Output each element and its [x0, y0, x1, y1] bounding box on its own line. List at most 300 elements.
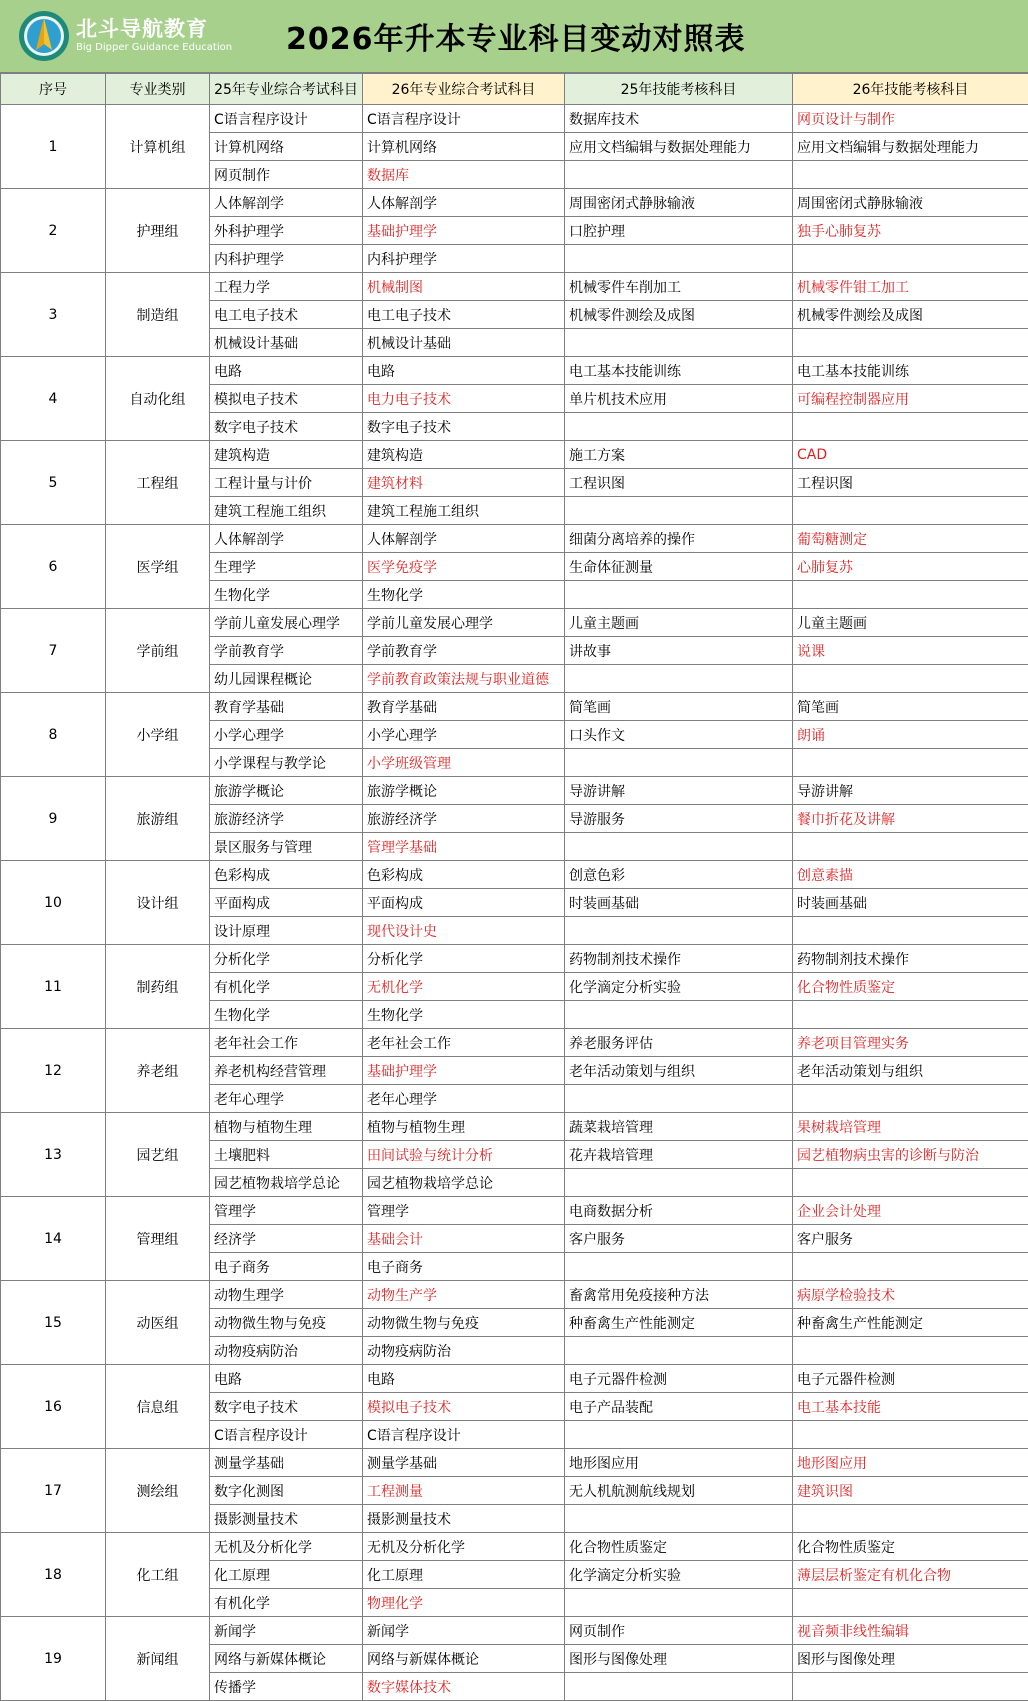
- subject-cell: 生命体征测量: [565, 553, 793, 581]
- subject-cell: 建筑构造: [363, 441, 565, 469]
- subject-cell: 生物化学: [210, 581, 363, 609]
- subject-cell: [793, 1589, 1028, 1617]
- group-number: 13: [1, 1113, 106, 1197]
- header-cell: 序号: [1, 74, 106, 105]
- subject-cell: 网络与新媒体概论: [210, 1645, 363, 1673]
- subject-cell: 小学心理学: [210, 721, 363, 749]
- subject-cell: 建筑材料: [363, 469, 565, 497]
- group-number: 3: [1, 273, 106, 357]
- header-cell: 26年技能考核科目: [793, 74, 1028, 105]
- subject-cell: 有机化学: [210, 973, 363, 1001]
- subject-cell: 数字电子技术: [210, 1393, 363, 1421]
- subject-cell: 图形与图像处理: [793, 1645, 1028, 1673]
- group-number: 15: [1, 1281, 106, 1365]
- subject-cell: [793, 161, 1028, 189]
- subject-cell: 老年心理学: [363, 1085, 565, 1113]
- subject-cell: [565, 329, 793, 357]
- table-row: [1, 945, 1028, 973]
- table-row: [1, 273, 1028, 301]
- subject-cell: 动物生理学: [210, 1281, 363, 1309]
- subject-cell: 单片机技术应用: [565, 385, 793, 413]
- group-category: 旅游组: [106, 777, 210, 861]
- subject-cell: 建筑工程施工组织: [363, 497, 565, 525]
- page-title: 2026年升本专业科目变动对照表: [286, 14, 746, 58]
- subject-cell: 学前教育学: [210, 637, 363, 665]
- subject-cell: C语言程序设计: [210, 1421, 363, 1449]
- subject-cell: 物理化学: [363, 1589, 565, 1617]
- table-row: [1, 1449, 1028, 1477]
- subject-cell: 数据库: [363, 161, 565, 189]
- group-number: 19: [1, 1617, 106, 1701]
- group-category: 新闻组: [106, 1617, 210, 1701]
- subject-cell: 薄层层析鉴定有机化合物: [793, 1561, 1028, 1589]
- subject-cell: 无机及分析化学: [210, 1533, 363, 1561]
- subject-cell: 电子商务: [210, 1253, 363, 1281]
- subject-cell: 机械设计基础: [363, 329, 565, 357]
- subject-cell: 管理学基础: [363, 833, 565, 861]
- subject-cell: 电路: [363, 357, 565, 385]
- subject-cell: 养老机构经营管理: [210, 1057, 363, 1085]
- subject-cell: [565, 1421, 793, 1449]
- subject-cell: [565, 917, 793, 945]
- subject-cell: 人体解剖学: [210, 525, 363, 553]
- subject-cell: 旅游经济学: [363, 805, 565, 833]
- subject-cell: 老年心理学: [210, 1085, 363, 1113]
- group-category: 管理组: [106, 1197, 210, 1281]
- subject-cell: 新闻学: [363, 1617, 565, 1645]
- subject-cell: 口头作文: [565, 721, 793, 749]
- group-number: 6: [1, 525, 106, 609]
- header-cell: 25年专业综合考试科目: [210, 74, 363, 105]
- subject-cell: 景区服务与管理: [210, 833, 363, 861]
- subject-cell: 畜禽常用免疫接种方法: [565, 1281, 793, 1309]
- group-category: 测绘组: [106, 1449, 210, 1533]
- subject-cell: 地形图应用: [793, 1449, 1028, 1477]
- subject-cell: 口腔护理: [565, 217, 793, 245]
- subject-cell: 工程计量与计价: [210, 469, 363, 497]
- subject-cell: 地形图应用: [565, 1449, 793, 1477]
- subject-cell: 测量学基础: [363, 1449, 565, 1477]
- group-number: 2: [1, 189, 106, 273]
- subject-cell: 导游讲解: [793, 777, 1028, 805]
- subject-cell: 细菌分离培养的操作: [565, 525, 793, 553]
- subject-cell: [565, 1085, 793, 1113]
- subject-cell: 数字媒体技术: [363, 1673, 565, 1701]
- subject-cell: 电子元器件检测: [793, 1365, 1028, 1393]
- subject-cell: 旅游经济学: [210, 805, 363, 833]
- group-number: 4: [1, 357, 106, 441]
- subject-cell: [565, 161, 793, 189]
- subject-cell: 平面构成: [210, 889, 363, 917]
- subject-cell: 学前儿童发展心理学: [210, 609, 363, 637]
- subject-cell: 机械制图: [363, 273, 565, 301]
- subject-cell: 人体解剖学: [210, 189, 363, 217]
- brand-name-cn: 北斗导航教育: [76, 17, 232, 41]
- subject-cell: [793, 1169, 1028, 1197]
- subject-cell: 动物微生物与免疫: [210, 1309, 363, 1337]
- subject-cell: 电商数据分析: [565, 1197, 793, 1225]
- subject-cell: 企业会计处理: [793, 1197, 1028, 1225]
- subject-cell: 医学免疫学: [363, 553, 565, 581]
- subject-cell: 药物制剂技术操作: [565, 945, 793, 973]
- subject-cell: 建筑构造: [210, 441, 363, 469]
- subject-cell: 电工基本技能: [793, 1393, 1028, 1421]
- subject-cell: 摄影测量技术: [363, 1505, 565, 1533]
- subject-cell: 简笔画: [793, 693, 1028, 721]
- subject-cell: 电路: [363, 1365, 565, 1393]
- subject-cell: 模拟电子技术: [210, 385, 363, 413]
- subject-cell: C语言程序设计: [363, 1421, 565, 1449]
- subject-cell: 内科护理学: [363, 245, 565, 273]
- subject-cell: [565, 1337, 793, 1365]
- subject-cell: 人体解剖学: [363, 189, 565, 217]
- subject-cell: 化学滴定分析实验: [565, 973, 793, 1001]
- subject-cell: [793, 413, 1028, 441]
- subject-cell: 旅游学概论: [363, 777, 565, 805]
- subject-cell: 餐巾折花及讲解: [793, 805, 1028, 833]
- subject-cell: 学前儿童发展心理学: [363, 609, 565, 637]
- subject-cell: 化合物性质鉴定: [565, 1533, 793, 1561]
- group-category: 学前组: [106, 609, 210, 693]
- subject-cell: 视音频非线性编辑: [793, 1617, 1028, 1645]
- subject-cell: [565, 665, 793, 693]
- subject-cell: 时装画基础: [565, 889, 793, 917]
- compass-logo-icon: [18, 10, 70, 62]
- subject-cell: 化合物性质鉴定: [793, 973, 1028, 1001]
- subject-cell: [565, 1001, 793, 1029]
- group-number: 9: [1, 777, 106, 861]
- subject-cell: 建筑工程施工组织: [210, 497, 363, 525]
- subject-cell: 色彩构成: [210, 861, 363, 889]
- subject-cell: 老年活动策划与组织: [793, 1057, 1028, 1085]
- subject-cell: 经济学: [210, 1225, 363, 1253]
- subject-cell: 讲故事: [565, 637, 793, 665]
- subject-cell: 周围密闭式静脉输液: [793, 189, 1028, 217]
- subject-cell: 客户服务: [565, 1225, 793, 1253]
- subject-cell: 网页制作: [565, 1617, 793, 1645]
- subject-cell: 时装画基础: [793, 889, 1028, 917]
- subject-cell: C语言程序设计: [363, 105, 565, 133]
- header-banner: [0, 0, 1028, 73]
- subject-cell: 摄影测量技术: [210, 1505, 363, 1533]
- subject-cell: 化工原理: [210, 1561, 363, 1589]
- group-number: 12: [1, 1029, 106, 1113]
- group-category: 设计组: [106, 861, 210, 945]
- table-row: [1, 777, 1028, 805]
- subject-cell: 独手心肺复苏: [793, 217, 1028, 245]
- subject-cell: [565, 1169, 793, 1197]
- table-row: [1, 609, 1028, 637]
- subject-cell: [793, 1505, 1028, 1533]
- group-category: 计算机组: [106, 105, 210, 189]
- subject-cell: 基础护理学: [363, 217, 565, 245]
- subject-cell: 网页制作: [210, 161, 363, 189]
- subject-cell: 计算机网络: [210, 133, 363, 161]
- group-category: 动医组: [106, 1281, 210, 1365]
- subject-cell: 学前教育政策法规与职业道德: [363, 665, 565, 693]
- header-cell: 专业类别: [106, 74, 210, 105]
- subject-cell: 机械零件钳工加工: [793, 273, 1028, 301]
- group-number: 1: [1, 105, 106, 189]
- group-category: 化工组: [106, 1533, 210, 1617]
- group-category: 养老组: [106, 1029, 210, 1113]
- subject-cell: 基础会计: [363, 1225, 565, 1253]
- subject-cell: 儿童主题画: [565, 609, 793, 637]
- subject-cell: 数据库技术: [565, 105, 793, 133]
- subject-cell: 平面构成: [363, 889, 565, 917]
- subject-cell: 教育学基础: [210, 693, 363, 721]
- subject-cell: 蔬菜栽培管理: [565, 1113, 793, 1141]
- subject-cell: [793, 1253, 1028, 1281]
- group-number: 17: [1, 1449, 106, 1533]
- subject-cell: 网络与新媒体概论: [363, 1645, 565, 1673]
- subject-cell: 施工方案: [565, 441, 793, 469]
- subject-cell: [565, 245, 793, 273]
- group-category: 制造组: [106, 273, 210, 357]
- subject-cell: 化工原理: [363, 1561, 565, 1589]
- subject-cell: 种畜禽生产性能测定: [565, 1309, 793, 1337]
- subject-cell: 旅游学概论: [210, 777, 363, 805]
- subject-cell: 电路: [210, 357, 363, 385]
- group-number: 8: [1, 693, 106, 777]
- subject-cell: 园艺植物病虫害的诊断与防治: [793, 1141, 1028, 1169]
- subject-cell: 建筑识图: [793, 1477, 1028, 1505]
- subject-cell: 葡萄糖测定: [793, 525, 1028, 553]
- subject-cell: 现代设计史: [363, 917, 565, 945]
- subject-cell: 园艺植物栽培学总论: [363, 1169, 565, 1197]
- subject-cell: 老年社会工作: [210, 1029, 363, 1057]
- group-number: 16: [1, 1365, 106, 1449]
- group-number: 11: [1, 945, 106, 1029]
- subject-cell: 无机及分析化学: [363, 1533, 565, 1561]
- table-row: [1, 1365, 1028, 1393]
- subject-cell: 生物化学: [210, 1001, 363, 1029]
- subject-cell: 种畜禽生产性能测定: [793, 1309, 1028, 1337]
- table-row: [1, 1197, 1028, 1225]
- subject-cell: [793, 833, 1028, 861]
- table-row: [1, 357, 1028, 385]
- table-body: [1, 105, 1028, 1701]
- subject-cell: 分析化学: [363, 945, 565, 973]
- subject-cell: [565, 1253, 793, 1281]
- subject-cell: 朗诵: [793, 721, 1028, 749]
- table-row: [1, 525, 1028, 553]
- subject-cell: [793, 497, 1028, 525]
- subject-cell: CAD: [793, 441, 1028, 469]
- subject-cell: 说课: [793, 637, 1028, 665]
- subject-cell: 生物化学: [363, 1001, 565, 1029]
- subject-cell: 动物生产学: [363, 1281, 565, 1309]
- subject-cell: 教育学基础: [363, 693, 565, 721]
- subject-cell: 测量学基础: [210, 1449, 363, 1477]
- subject-cell: [565, 1673, 793, 1701]
- subject-cell: 工程测量: [363, 1477, 565, 1505]
- group-category: 医学组: [106, 525, 210, 609]
- subject-cell: 花卉栽培管理: [565, 1141, 793, 1169]
- table-row: [1, 1029, 1028, 1057]
- subject-cell: [565, 581, 793, 609]
- subject-cell: [793, 329, 1028, 357]
- subject-cell: 导游服务: [565, 805, 793, 833]
- subject-cell: 内科护理学: [210, 245, 363, 273]
- subject-cell: 电子商务: [363, 1253, 565, 1281]
- subject-cell: 电工基本技能训练: [793, 357, 1028, 385]
- subject-cell: [793, 1085, 1028, 1113]
- subject-cell: 客户服务: [793, 1225, 1028, 1253]
- header-cell: 26年专业综合考试科目: [363, 74, 565, 105]
- subject-cell: 学前教育学: [363, 637, 565, 665]
- subject-cell: 电子元器件检测: [565, 1365, 793, 1393]
- subject-cell: 数字化测图: [210, 1477, 363, 1505]
- subject-cell: 电力电子技术: [363, 385, 565, 413]
- table-row: [1, 189, 1028, 217]
- subject-cell: 有机化学: [210, 1589, 363, 1617]
- subject-cell: 导游讲解: [565, 777, 793, 805]
- subject-cell: [565, 497, 793, 525]
- subject-cell: 机械设计基础: [210, 329, 363, 357]
- brand-name-en: Big Dipper Guidance Education: [76, 41, 232, 55]
- subject-cell: 老年社会工作: [363, 1029, 565, 1057]
- subject-cell: 果树栽培管理: [793, 1113, 1028, 1141]
- subject-cell: 机械零件车削加工: [565, 273, 793, 301]
- subject-cell: 电路: [210, 1365, 363, 1393]
- subject-cell: [793, 749, 1028, 777]
- subject-cell: 电子产品装配: [565, 1393, 793, 1421]
- subject-cell: 外科护理学: [210, 217, 363, 245]
- subject-cell: 创意素描: [793, 861, 1028, 889]
- group-number: 10: [1, 861, 106, 945]
- group-number: 14: [1, 1197, 106, 1281]
- subject-cell: 儿童主题画: [793, 609, 1028, 637]
- subject-cell: 动物疫病防治: [363, 1337, 565, 1365]
- subject-cell: [793, 245, 1028, 273]
- subject-cell: 电工电子技术: [210, 301, 363, 329]
- subject-cell: 土壤肥料: [210, 1141, 363, 1169]
- subject-cell: 无人机航测航线规划: [565, 1477, 793, 1505]
- subject-cell: [565, 749, 793, 777]
- subject-cell: 工程识图: [565, 469, 793, 497]
- subject-cell: 园艺植物栽培学总论: [210, 1169, 363, 1197]
- subject-cell: [793, 1337, 1028, 1365]
- subject-cell: 管理学: [210, 1197, 363, 1225]
- comparison-table: [0, 73, 1028, 1701]
- subject-cell: 新闻学: [210, 1617, 363, 1645]
- subject-cell: [565, 1589, 793, 1617]
- table-row: [1, 1281, 1028, 1309]
- subject-cell: 管理学: [363, 1197, 565, 1225]
- subject-cell: 色彩构成: [363, 861, 565, 889]
- subject-cell: 化合物性质鉴定: [793, 1533, 1028, 1561]
- table-row: [1, 1617, 1028, 1645]
- subject-cell: 创意色彩: [565, 861, 793, 889]
- subject-cell: 基础护理学: [363, 1057, 565, 1085]
- subject-cell: [793, 917, 1028, 945]
- group-number: 5: [1, 441, 106, 525]
- subject-cell: C语言程序设计: [210, 105, 363, 133]
- subject-cell: 机械零件测绘及成图: [793, 301, 1028, 329]
- subject-cell: 设计原理: [210, 917, 363, 945]
- group-number: 18: [1, 1533, 106, 1617]
- subject-cell: 电工电子技术: [363, 301, 565, 329]
- subject-cell: 动物微生物与免疫: [363, 1309, 565, 1337]
- subject-cell: 传播学: [210, 1673, 363, 1701]
- subject-cell: 电工基本技能训练: [565, 357, 793, 385]
- subject-cell: [565, 1505, 793, 1533]
- table-row: [1, 441, 1028, 469]
- subject-cell: 药物制剂技术操作: [793, 945, 1028, 973]
- group-category: 制药组: [106, 945, 210, 1029]
- subject-cell: 小学班级管理: [363, 749, 565, 777]
- subject-cell: 化学滴定分析实验: [565, 1561, 793, 1589]
- table-row: [1, 1533, 1028, 1561]
- header-cell: 25年技能考核科目: [565, 74, 793, 105]
- table-header-row: [1, 74, 1028, 105]
- subject-cell: 应用文档编辑与数据处理能力: [793, 133, 1028, 161]
- group-number: 7: [1, 609, 106, 693]
- subject-cell: [793, 1673, 1028, 1701]
- subject-cell: 可编程控制器应用: [793, 385, 1028, 413]
- subject-cell: 模拟电子技术: [363, 1393, 565, 1421]
- table-row: [1, 105, 1028, 133]
- group-category: 园艺组: [106, 1113, 210, 1197]
- subject-cell: [793, 581, 1028, 609]
- subject-cell: 心肺复苏: [793, 553, 1028, 581]
- subject-cell: 植物与植物生理: [210, 1113, 363, 1141]
- subject-cell: 生理学: [210, 553, 363, 581]
- subject-cell: 应用文档编辑与数据处理能力: [565, 133, 793, 161]
- subject-cell: 病原学检验技术: [793, 1281, 1028, 1309]
- subject-cell: 生物化学: [363, 581, 565, 609]
- subject-cell: 周围密闭式静脉输液: [565, 189, 793, 217]
- subject-cell: 分析化学: [210, 945, 363, 973]
- subject-cell: [565, 833, 793, 861]
- subject-cell: 养老项目管理实务: [793, 1029, 1028, 1057]
- group-category: 自动化组: [106, 357, 210, 441]
- subject-cell: 人体解剖学: [363, 525, 565, 553]
- subject-cell: 无机化学: [363, 973, 565, 1001]
- group-category: 小学组: [106, 693, 210, 777]
- subject-cell: 数字电子技术: [363, 413, 565, 441]
- subject-cell: 养老服务评估: [565, 1029, 793, 1057]
- group-category: 工程组: [106, 441, 210, 525]
- subject-cell: 动物疫病防治: [210, 1337, 363, 1365]
- subject-cell: 图形与图像处理: [565, 1645, 793, 1673]
- subject-cell: 工程识图: [793, 469, 1028, 497]
- brand-logo: [18, 10, 232, 62]
- subject-cell: [793, 665, 1028, 693]
- subject-cell: 网页设计与制作: [793, 105, 1028, 133]
- group-category: 护理组: [106, 189, 210, 273]
- subject-cell: 植物与植物生理: [363, 1113, 565, 1141]
- table-row: [1, 1113, 1028, 1141]
- table-row: [1, 861, 1028, 889]
- subject-cell: 机械零件测绘及成图: [565, 301, 793, 329]
- group-category: 信息组: [106, 1365, 210, 1449]
- subject-cell: 小学课程与教学论: [210, 749, 363, 777]
- subject-cell: 简笔画: [565, 693, 793, 721]
- table-row: [1, 693, 1028, 721]
- subject-cell: 数字电子技术: [210, 413, 363, 441]
- subject-cell: [793, 1421, 1028, 1449]
- subject-cell: 老年活动策划与组织: [565, 1057, 793, 1085]
- subject-cell: 田间试验与统计分析: [363, 1141, 565, 1169]
- subject-cell: 幼儿园课程概论: [210, 665, 363, 693]
- subject-cell: 小学心理学: [363, 721, 565, 749]
- subject-cell: 计算机网络: [363, 133, 565, 161]
- subject-cell: [565, 413, 793, 441]
- subject-cell: 工程力学: [210, 273, 363, 301]
- subject-cell: [793, 1001, 1028, 1029]
